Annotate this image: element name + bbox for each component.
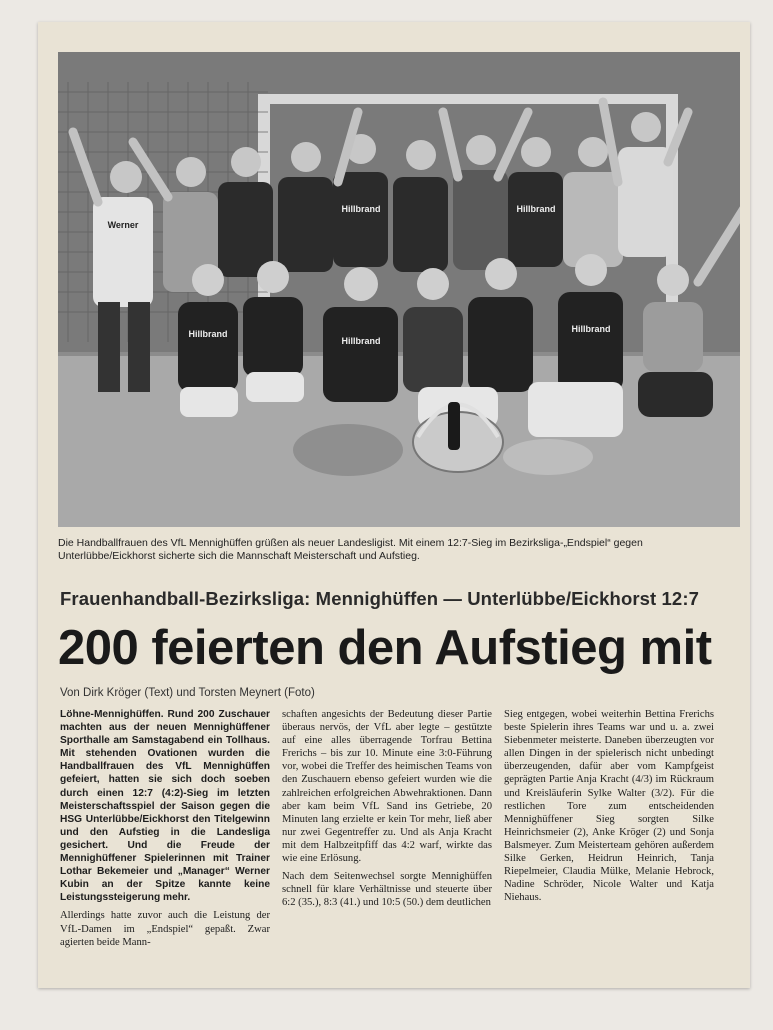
shirt-text-sponsor: Hillbrand: [341, 204, 381, 214]
article-body: [60, 708, 740, 954]
shirt-text-sponsor: Hillbrand: [341, 336, 381, 346]
shirt-text-sponsor: Hillbrand: [188, 329, 228, 339]
article-lead-paragraph: Löhne-Mennighüffen. Rund 200 Zuschauer machten aus der neuen Mennighüffener Sporthalle am Samstagabend ein Tollhaus. Mit stehenden Ovationen wurden die Handballfrauen des VfL Mennighüffen gefeiert, hatten sie sich doch soeben durch einen 12:7 (4:2)-Sieg im letzten Meisterschaftsspiel der Saison gegen die HSG Unterlübbe/Eickhorst den Titelgewinn und den Aufstieg in die Landesliga gesichert. Und die Freude der Mennighüffener Spielerinnen mit Trainer Lothar Bekemeier und „Manager“ Werner Kubin an der Spitze kannte keine Leistungssteigerung mehr.: [60, 709, 270, 904]
shirt-text-werner: Werner: [107, 220, 139, 230]
article-kicker: Frauenhandball-Bezirksliga: Mennighüffen — Unterlübbe/Eickhorst 12:7: [60, 588, 699, 609]
article-paragraph: Nach dem Seitenwechsel sorgte Mennighüffen schnell für klare Verhältnisse und steuerte über 6:2 (35.), 8:3 (41.) und 10:5 (50.) dem deutlichen: [282, 871, 492, 909]
article-headline: 200 feierten den Aufstieg mit: [58, 621, 712, 675]
team-photo-drawing: [58, 52, 740, 527]
shirt-text-sponsor: Hillbrand: [516, 204, 556, 214]
newspaper-clipping: [38, 22, 750, 988]
shirt-text-sponsor: Hillbrand: [571, 324, 611, 334]
team-photo: [58, 52, 740, 527]
article-paragraph: Allerdings hatte zuvor auch die Leistung der VfL-Damen im „Endspiel“ gepaßt. Zwar agierten beide Mann-: [60, 910, 270, 948]
article-paragraph: Sieg entgegen, wobei weiterhin Bettina Frerichs beste Spielerin ihres Teams war und u. a. zwei Siebenmeter meisterte. Daneben überzeugten vor allen Dingen in der spielerisch nicht unbedingt überzeugenden, dafür aber vom Kampfgeist geprägten Partie Anja Kracht (4/3) im Rückraum und Kreisläuferin Sylke Walter (3/2). Für die restlichen Tore zum entscheidenden Mennighüffener Sieg sorgten Silke Heinrichsmeier (2), Anke Kröger (2) und Sonja Balsmeyer. Zum Meisterteam gehören außerdem Silke Gerken, Heidrun Heinrich, Tanja Riepelmeier, Claudia Mülke, Melanie Hebrock, Nadine Schröder, Nicole Walter und Katja Niehaus.: [504, 709, 714, 904]
article-column-1: [60, 708, 270, 954]
article-column-2: [282, 708, 492, 954]
article-column-3: [504, 708, 714, 954]
article-paragraph: schaften angesichts der Bedeutung dieser Partie überaus nervös, der VfL aber legte – gestützte auf eine alles überragende Torfrau Bettina Frerichs – bis zur 10. Minute eine 3:0-Führung vor, wobei die Treffer des heimischen Teams von den Zuschauern ebenso gefeiert wurden wie die zahlreichen erfolgreichen Abwehraktionen. Dann aber kam beim VfL Sand ins Getriebe, 20 Minuten lang erzielte er kein Tor mehr, ließ aber nur zwei Gegentreffer zu. Und als Anja Kracht mit dem Halbzeitpfiff das 4:2 warf, wirkte das wie eine Erlösung.: [282, 709, 492, 865]
article-byline: Von Dirk Kröger (Text) und Torsten Meynert (Foto): [60, 687, 315, 699]
photo-caption: Die Handballfrauen des VfL Mennighüffen grüßen als neuer Landesligist. Mit einem 12:7-Sieg im Bezirksliga-„Endspiel“ gegen Unterlübbe/Eickhorst sicherte sich die Mannschaft Meisterschaft und Aufstieg.: [58, 537, 643, 562]
